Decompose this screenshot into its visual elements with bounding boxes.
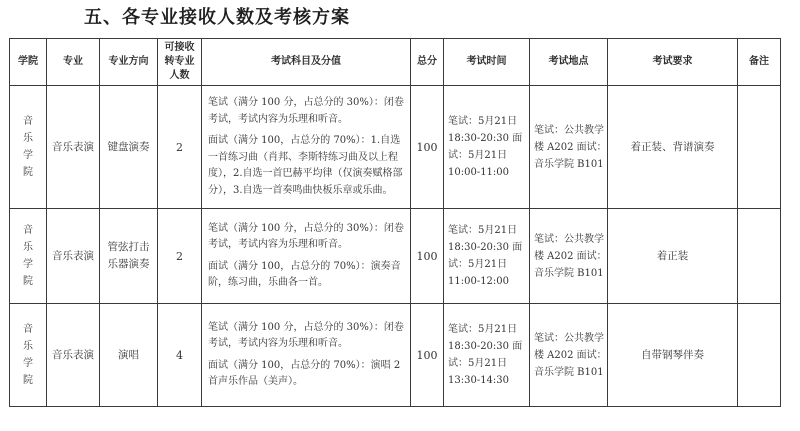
cell-college: 音乐学院 bbox=[10, 304, 47, 407]
cell-major: 音乐表演 bbox=[47, 304, 100, 407]
header-subjects: 考试科目及分值 bbox=[202, 39, 411, 86]
header-college: 学院 bbox=[10, 39, 47, 86]
cell-college: 音乐学院 bbox=[10, 209, 47, 304]
header-requirement: 考试要求 bbox=[608, 39, 738, 86]
interview-text: 面试（满分 100，占总分的 70%）：1.自选一首练习曲（肖邦、李斯特练习曲及以上程度），2.自选一首巴赫平均律（仅演奏赋格部分），3.自选一首奏鸣曲快板乐章或乐曲。 bbox=[208, 135, 403, 196]
header-total: 总分 bbox=[411, 39, 444, 86]
table-header-row bbox=[10, 39, 781, 86]
cell-direction: 演唱 bbox=[100, 304, 158, 407]
header-direction: 专业方向 bbox=[100, 39, 158, 86]
cell-subjects bbox=[202, 209, 411, 304]
header-quota: 可接收转专业人数 bbox=[158, 39, 202, 86]
header-major: 专业 bbox=[47, 39, 100, 86]
interview-text: 面试（满分 100，占总分的 70%）：演奏音阶，练习曲，乐曲各一首。 bbox=[208, 260, 401, 288]
cell-requirement: 着正装 bbox=[608, 209, 738, 304]
cell-quota: 2 bbox=[158, 209, 202, 304]
cell-subjects bbox=[202, 304, 411, 407]
cell-major: 音乐表演 bbox=[47, 86, 100, 209]
interview-text: 面试（满分 100，占总分的 70%）：演唱 2 首声乐作品（美声）。 bbox=[208, 359, 401, 387]
written-exam-text: 笔试（满分 100 分，占总分的 30%）：闭卷考试，考试内容为乐理和听音。 bbox=[208, 321, 404, 349]
cell-place: 笔试：公共教学楼 A202 面试：音乐学院 B101 bbox=[530, 86, 608, 209]
cell-requirement: 自带钢琴伴奏 bbox=[608, 304, 738, 407]
header-place: 考试地点 bbox=[530, 39, 608, 86]
table-row bbox=[10, 86, 781, 209]
cell-total: 100 bbox=[411, 86, 444, 209]
cell-major: 音乐表演 bbox=[47, 209, 100, 304]
page-title: 五、各专业接收人数及考核方案 bbox=[84, 7, 350, 28]
cell-notes bbox=[738, 209, 781, 304]
assessment-table bbox=[9, 38, 781, 407]
written-exam-text: 笔试（满分 100 分，占总分的 30%）：闭卷考试，考试内容为乐理和听音。 bbox=[208, 222, 404, 250]
cell-total: 100 bbox=[411, 304, 444, 407]
cell-subjects bbox=[202, 86, 411, 209]
cell-place: 笔试：公共教学楼 A202 面试：音乐学院 B101 bbox=[530, 209, 608, 304]
cell-time: 笔试：5月21日 18:30-20:30 面试：5月21日 13:30-14:30 bbox=[444, 304, 530, 407]
cell-direction: 键盘演奏 bbox=[100, 86, 158, 209]
cell-quota: 4 bbox=[158, 304, 202, 407]
cell-notes bbox=[738, 86, 781, 209]
header-notes: 备注 bbox=[738, 39, 781, 86]
cell-notes bbox=[738, 304, 781, 407]
table-row bbox=[10, 209, 781, 304]
header-time: 考试时间 bbox=[444, 39, 530, 86]
table-row bbox=[10, 304, 781, 407]
cell-time: 笔试：5月21日 18:30-20:30 面试：5月21日 11:00-12:00 bbox=[444, 209, 530, 304]
cell-requirement: 着正装、背谱演奏 bbox=[608, 86, 738, 209]
written-exam-text: 笔试（满分 100 分，占总分的 30%）：闭卷考试，考试内容为乐理和听音。 bbox=[208, 97, 404, 125]
cell-quota: 2 bbox=[158, 86, 202, 209]
cell-direction: 管弦打击乐器演奏 bbox=[100, 209, 158, 304]
cell-time: 笔试：5月21日 18:30-20:30 面试：5月21日 10:00-11:00 bbox=[444, 86, 530, 209]
cell-total: 100 bbox=[411, 209, 444, 304]
cell-college: 音乐学院 bbox=[10, 86, 47, 209]
cell-place: 笔试：公共教学楼 A202 面试：音乐学院 B101 bbox=[530, 304, 608, 407]
